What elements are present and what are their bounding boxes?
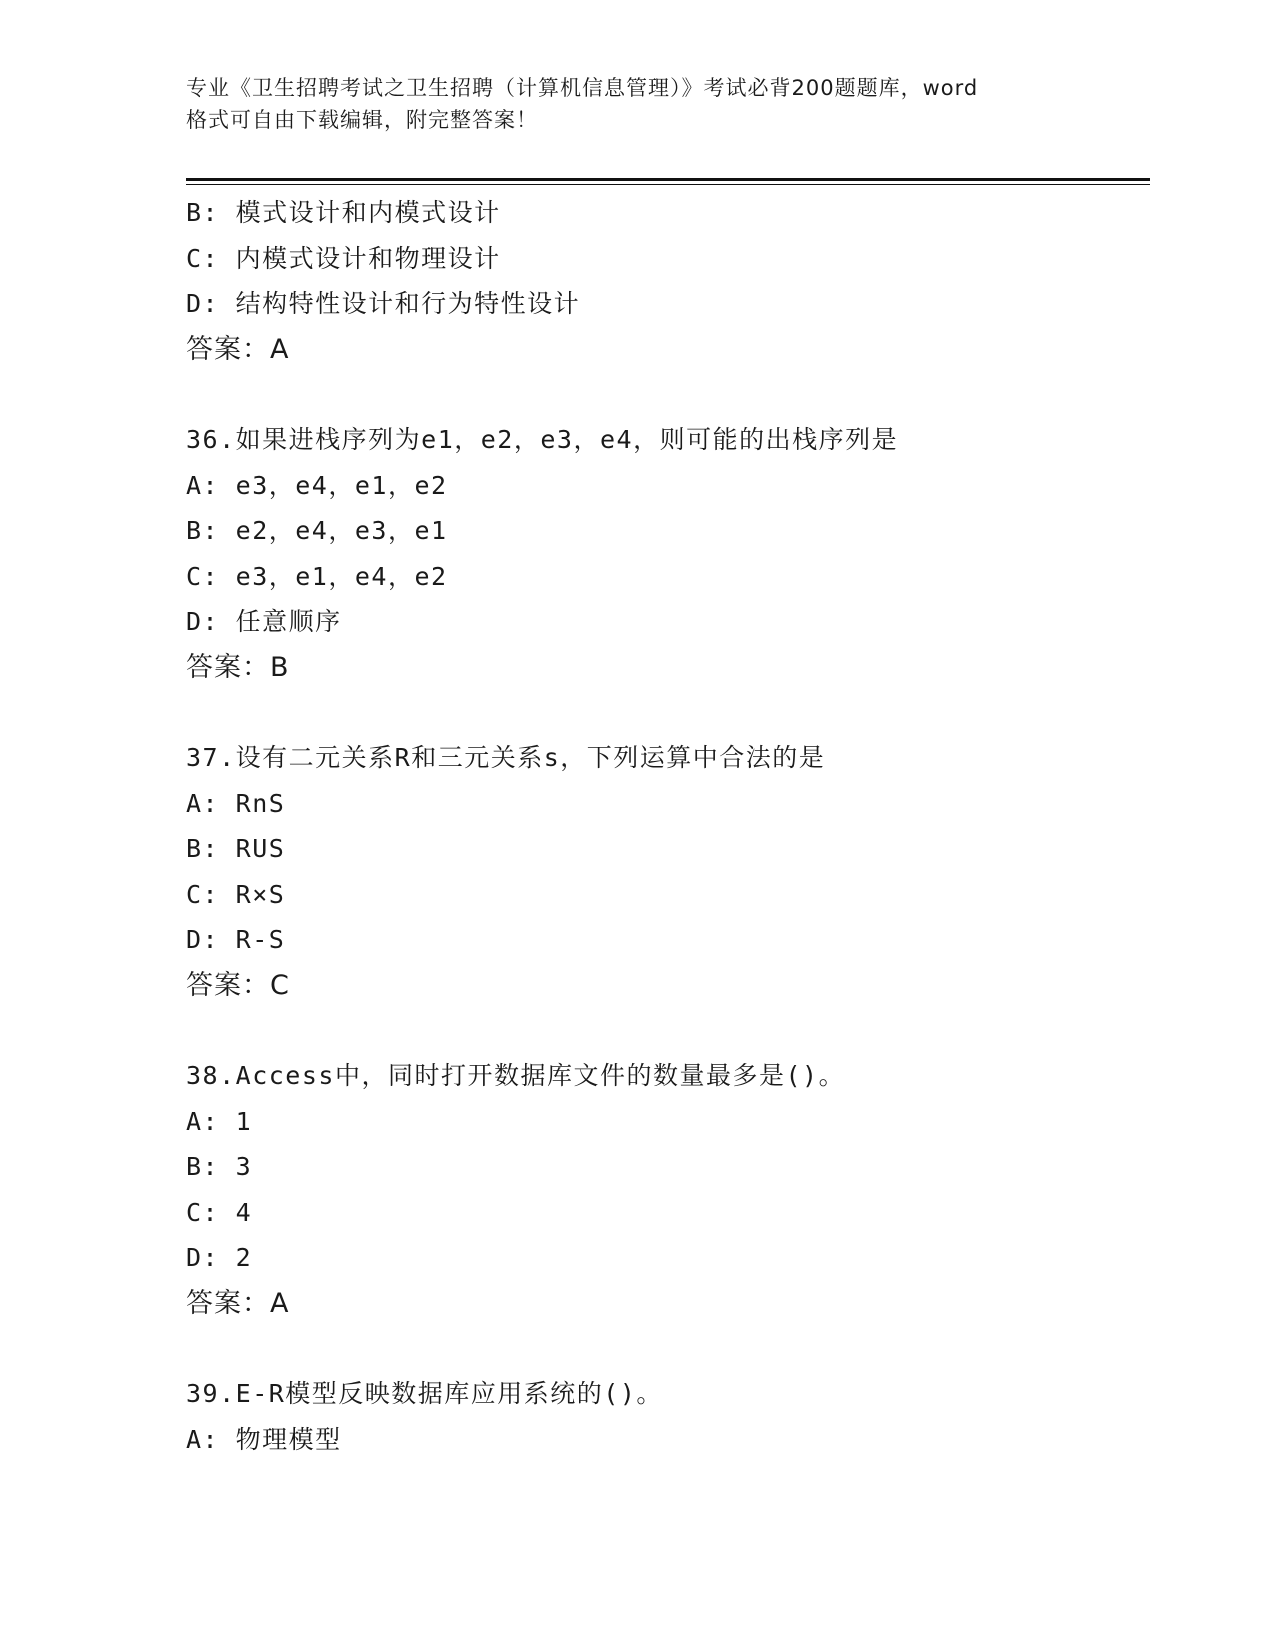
option-b: B: 模式设计和内模式设计 xyxy=(186,198,501,227)
option-a: A: 1 xyxy=(186,1106,253,1136)
option-c: C: e3，e1，e4，e2 xyxy=(186,561,448,591)
option-a: A: RnS xyxy=(186,788,286,818)
question-list xyxy=(186,190,1146,1462)
option-d: D: 2 xyxy=(186,1243,253,1272)
option-c: C: R×S xyxy=(186,879,286,909)
option-c: C: 内模式设计和物理设计 xyxy=(186,243,501,273)
answer-line: 答案：B xyxy=(186,651,290,683)
question-stem: 37.设有二元关系R和三元关系s，下列运算中合法的是 xyxy=(186,743,826,772)
question-stem: 36.如果进栈序列为e1，e2，e3，e4，则可能的出栈序列是 xyxy=(186,425,899,454)
option-a: A: e3，e4，e1，e2 xyxy=(186,470,448,500)
option-d: D: R-S xyxy=(186,925,286,954)
question-block-37 xyxy=(186,735,1146,1008)
question-block-39 xyxy=(186,1371,1146,1462)
question-block-36 xyxy=(186,417,1146,690)
question-stem: 38.Access中，同时打开数据库文件的数量最多是()。 xyxy=(186,1061,846,1090)
question-block-38 xyxy=(186,1053,1146,1326)
option-b: B: e2，e4，e3，e1 xyxy=(186,516,448,545)
document-header xyxy=(186,72,1086,136)
option-b: B: 3 xyxy=(186,1152,253,1181)
option-b: B: RUS xyxy=(186,834,286,863)
question-block-35 xyxy=(186,190,1146,372)
option-d: D: 结构特性设计和行为特性设计 xyxy=(186,289,581,318)
answer-line: 答案：A xyxy=(186,1287,290,1319)
option-c: C: 4 xyxy=(186,1197,253,1227)
option-a: A: 物理模型 xyxy=(186,1424,342,1454)
answer-line: 答案：C xyxy=(186,969,290,1001)
header-line-1: 专业《卫生招聘考试之卫生招聘（计算机信息管理）》考试必背200题题库，word xyxy=(186,76,979,100)
answer-line: 答案：A xyxy=(186,333,290,365)
header-line-2: 格式可自由下载编辑，附完整答案！ xyxy=(186,108,538,132)
question-stem: 39.E-R模型反映数据库应用系统的()。 xyxy=(186,1379,663,1408)
header-divider-thick xyxy=(186,178,1150,181)
option-d: D: 任意顺序 xyxy=(186,607,342,636)
header-divider-thin xyxy=(186,184,1150,185)
